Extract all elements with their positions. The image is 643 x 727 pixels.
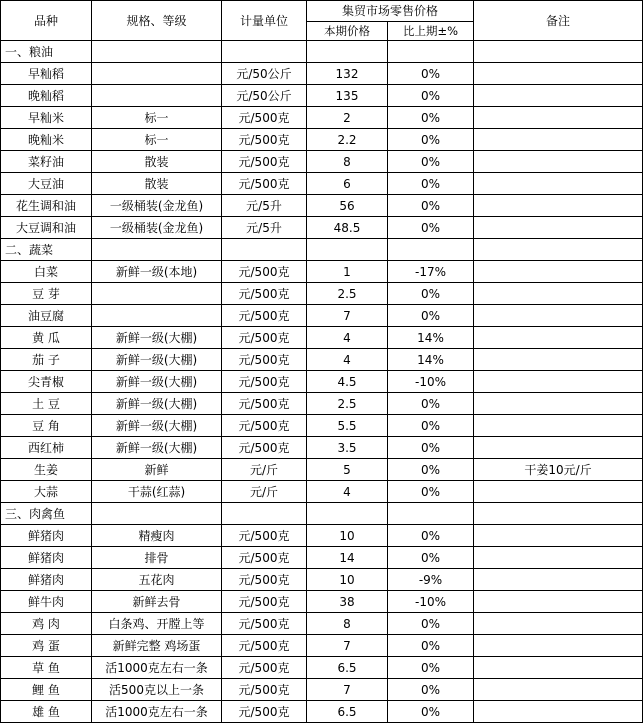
unit-cell: 元/500克 [222,305,307,327]
note-cell [474,173,643,195]
unit-cell: 元/500克 [222,437,307,459]
price-cell: 7 [307,305,388,327]
empty-cell [92,503,222,525]
section-title: 一、粮油 [1,41,92,63]
note-cell: 干姜10元/斤 [474,459,643,481]
table-row [1,63,643,85]
empty-cell [474,503,643,525]
unit-cell: 元/斤 [222,459,307,481]
price-cell: 2.5 [307,283,388,305]
unit-cell: 元/500克 [222,327,307,349]
spec-cell: 标一 [92,107,222,129]
change-cell: 0% [388,459,474,481]
note-cell [474,679,643,701]
unit-cell: 元/500克 [222,393,307,415]
table-row [1,305,643,327]
table-row [1,525,643,547]
item-name-cell: 油豆腐 [1,305,92,327]
item-name-cell: 鲜牛肉 [1,591,92,613]
spec-cell: 新鲜 [92,459,222,481]
item-name-cell: 早籼稻 [1,63,92,85]
table-row [1,283,643,305]
change-cell: 0% [388,525,474,547]
change-cell: -10% [388,371,474,393]
table-row [1,679,643,701]
table-row [1,437,643,459]
table-row [1,129,643,151]
price-cell: 5 [307,459,388,481]
item-name-cell: 黄 瓜 [1,327,92,349]
spec-cell: 散装 [92,151,222,173]
spec-cell [92,63,222,85]
empty-cell [474,239,643,261]
note-cell [474,283,643,305]
item-name-cell: 白菜 [1,261,92,283]
header-note: 备注 [474,1,643,41]
price-cell: 7 [307,635,388,657]
price-cell: 4 [307,349,388,371]
unit-cell: 元/500克 [222,129,307,151]
spec-cell: 新鲜一级(大棚) [92,371,222,393]
spec-cell: 新鲜一级(大棚) [92,415,222,437]
item-name-cell: 大豆调和油 [1,217,92,239]
note-cell [474,327,643,349]
empty-cell [307,41,388,63]
unit-cell: 元/500克 [222,173,307,195]
spec-cell: 精瘦肉 [92,525,222,547]
price-cell: 4 [307,481,388,503]
empty-cell [307,503,388,525]
item-name-cell: 豆 角 [1,415,92,437]
spec-cell: 新鲜完整 鸡场蛋 [92,635,222,657]
spec-cell: 活1000克左右一条 [92,701,222,723]
spec-cell: 散装 [92,173,222,195]
unit-cell: 元/500克 [222,613,307,635]
change-cell: 0% [388,85,474,107]
note-cell [474,129,643,151]
unit-cell: 元/50公斤 [222,63,307,85]
section-title: 三、肉禽鱼 [1,503,92,525]
empty-cell [388,503,474,525]
unit-cell: 元/500克 [222,349,307,371]
price-cell: 2 [307,107,388,129]
unit-cell: 元/500克 [222,635,307,657]
section-row [1,239,643,261]
unit-cell: 元/500克 [222,569,307,591]
table-row [1,107,643,129]
table-row [1,85,643,107]
section-title: 二、蔬菜 [1,239,92,261]
note-cell [474,415,643,437]
price-cell: 6.5 [307,657,388,679]
spec-cell: 一级桶装(金龙鱼) [92,217,222,239]
note-cell [474,261,643,283]
item-name-cell: 晚籼米 [1,129,92,151]
item-name-cell: 茄 子 [1,349,92,371]
unit-cell: 元/500克 [222,283,307,305]
note-cell [474,591,643,613]
price-cell: 132 [307,63,388,85]
table-row [1,547,643,569]
table-row [1,481,643,503]
header-current-price: 本期价格 [307,22,388,41]
change-cell: 0% [388,63,474,85]
change-cell: 0% [388,613,474,635]
note-cell [474,151,643,173]
unit-cell: 元/500克 [222,679,307,701]
empty-cell [222,239,307,261]
change-cell: 0% [388,129,474,151]
item-name-cell: 豆 芽 [1,283,92,305]
table-row [1,371,643,393]
price-cell: 38 [307,591,388,613]
spec-cell: 一级桶装(金龙鱼) [92,195,222,217]
note-cell [474,437,643,459]
price-cell: 6 [307,173,388,195]
header-name: 品种 [1,1,92,41]
price-cell: 8 [307,613,388,635]
unit-cell: 元/斤 [222,481,307,503]
change-cell: 0% [388,701,474,723]
change-cell: 0% [388,217,474,239]
table-row [1,151,643,173]
note-cell [474,613,643,635]
price-cell: 135 [307,85,388,107]
table-row [1,591,643,613]
change-cell: 0% [388,547,474,569]
unit-cell: 元/500克 [222,547,307,569]
price-cell: 10 [307,569,388,591]
unit-cell: 元/500克 [222,107,307,129]
change-cell: 0% [388,481,474,503]
note-cell [474,217,643,239]
spec-cell: 新鲜一级(本地) [92,261,222,283]
price-cell: 2.2 [307,129,388,151]
spec-cell: 活1000克左右一条 [92,657,222,679]
note-cell [474,63,643,85]
table-row [1,393,643,415]
unit-cell: 元/500克 [222,151,307,173]
note-cell [474,349,643,371]
empty-cell [474,41,643,63]
unit-cell: 元/500克 [222,371,307,393]
spec-cell [92,305,222,327]
empty-cell [222,41,307,63]
item-name-cell: 鲜猪肉 [1,547,92,569]
change-cell: 0% [388,437,474,459]
empty-cell [307,239,388,261]
unit-cell: 元/500克 [222,701,307,723]
price-cell: 1 [307,261,388,283]
section-row [1,503,643,525]
price-cell: 3.5 [307,437,388,459]
price-cell: 4.5 [307,371,388,393]
change-cell: 0% [388,415,474,437]
price-cell: 56 [307,195,388,217]
header-spec: 规格、等级 [92,1,222,41]
note-cell [474,635,643,657]
note-cell [474,305,643,327]
change-cell: 0% [388,173,474,195]
unit-cell: 元/5升 [222,217,307,239]
table-row [1,349,643,371]
change-cell: 14% [388,349,474,371]
price-cell: 5.5 [307,415,388,437]
item-name-cell: 菜籽油 [1,151,92,173]
item-name-cell: 鲤 鱼 [1,679,92,701]
note-cell [474,525,643,547]
table-row [1,173,643,195]
price-cell: 2.5 [307,393,388,415]
table-row [1,195,643,217]
unit-cell: 元/500克 [222,415,307,437]
item-name-cell: 土 豆 [1,393,92,415]
table-row [1,261,643,283]
table-row [1,217,643,239]
note-cell [474,547,643,569]
item-name-cell: 鸡 蛋 [1,635,92,657]
item-name-cell: 鲜猪肉 [1,525,92,547]
unit-cell: 元/5升 [222,195,307,217]
spec-cell: 新鲜去骨 [92,591,222,613]
change-cell: 14% [388,327,474,349]
unit-cell: 元/500克 [222,657,307,679]
price-cell: 4 [307,327,388,349]
price-cell: 8 [307,151,388,173]
note-cell [474,657,643,679]
change-cell: 0% [388,107,474,129]
price-cell: 6.5 [307,701,388,723]
change-cell: 0% [388,305,474,327]
spec-cell [92,85,222,107]
header-market-price: 集贸市场零售价格 [307,1,474,22]
item-name-cell: 鲜猪肉 [1,569,92,591]
item-name-cell: 大豆油 [1,173,92,195]
section-row [1,41,643,63]
item-name-cell: 草 鱼 [1,657,92,679]
empty-cell [92,239,222,261]
item-name-cell: 雄 鱼 [1,701,92,723]
spec-cell: 白条鸡、开膛上等 [92,613,222,635]
table-row [1,459,643,481]
change-cell: -9% [388,569,474,591]
change-cell: 0% [388,151,474,173]
spec-cell: 干蒜(红蒜) [92,481,222,503]
change-cell: 0% [388,283,474,305]
spec-cell: 新鲜一级(大棚) [92,327,222,349]
change-cell: 0% [388,393,474,415]
empty-cell [92,41,222,63]
price-cell: 14 [307,547,388,569]
note-cell [474,195,643,217]
table-body [1,41,643,723]
note-cell [474,481,643,503]
change-cell: 0% [388,635,474,657]
note-cell [474,569,643,591]
unit-cell: 元/50公斤 [222,85,307,107]
note-cell [474,371,643,393]
table-row [1,635,643,657]
unit-cell: 元/500克 [222,591,307,613]
unit-cell: 元/500克 [222,261,307,283]
item-name-cell: 尖青椒 [1,371,92,393]
table-row [1,657,643,679]
spec-cell: 新鲜一级(大棚) [92,437,222,459]
header-change: 比上期±% [388,22,474,41]
item-name-cell: 大蒜 [1,481,92,503]
note-cell [474,85,643,107]
spec-cell: 五花肉 [92,569,222,591]
change-cell: 0% [388,679,474,701]
spec-cell: 新鲜一级(大棚) [92,349,222,371]
change-cell: -10% [388,591,474,613]
empty-cell [388,41,474,63]
empty-cell [222,503,307,525]
table-row [1,327,643,349]
spec-cell: 排骨 [92,547,222,569]
change-cell: -17% [388,261,474,283]
table-row [1,701,643,723]
unit-cell: 元/500克 [222,525,307,547]
price-cell: 48.5 [307,217,388,239]
spec-cell: 新鲜一级(大棚) [92,393,222,415]
price-cell: 7 [307,679,388,701]
price-cell: 10 [307,525,388,547]
change-cell: 0% [388,195,474,217]
item-name-cell: 鸡 肉 [1,613,92,635]
item-name-cell: 生姜 [1,459,92,481]
note-cell [474,393,643,415]
spec-cell [92,283,222,305]
item-name-cell: 花生调和油 [1,195,92,217]
table-row [1,613,643,635]
note-cell [474,701,643,723]
item-name-cell: 西红柿 [1,437,92,459]
spec-cell: 活500克以上一条 [92,679,222,701]
table-row [1,415,643,437]
table-row [1,569,643,591]
item-name-cell: 晚籼稻 [1,85,92,107]
empty-cell [388,239,474,261]
change-cell: 0% [388,657,474,679]
item-name-cell: 早籼米 [1,107,92,129]
note-cell [474,107,643,129]
header-unit: 计量单位 [222,1,307,41]
spec-cell: 标一 [92,129,222,151]
